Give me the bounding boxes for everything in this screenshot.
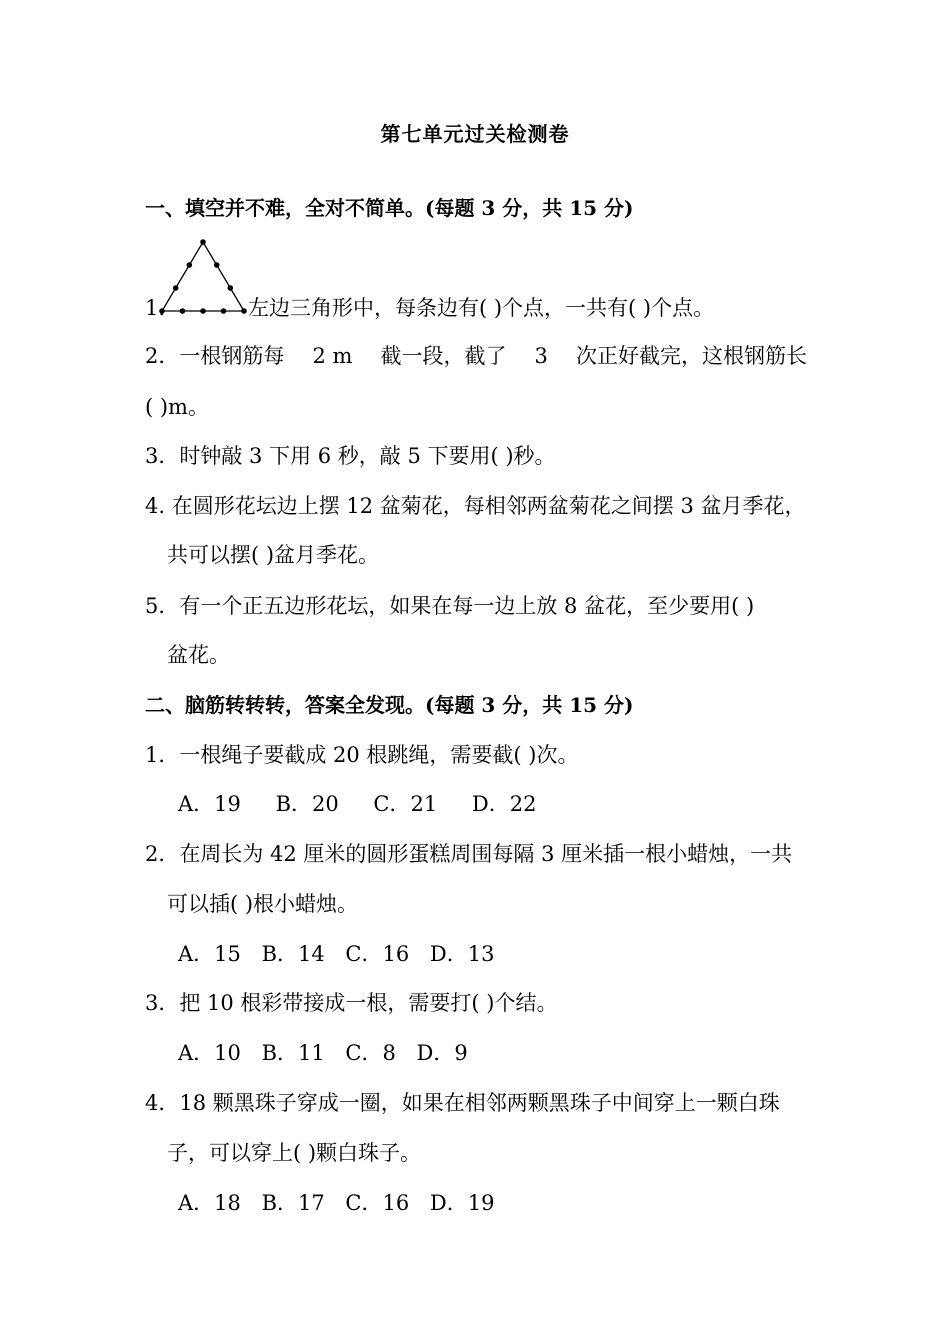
s1-q2-part: 2．一根钢筋每 bbox=[145, 344, 285, 368]
triangle-dot bbox=[228, 285, 234, 291]
s1-q2-line2: ( )m。 bbox=[145, 395, 209, 419]
option-b: B．17 bbox=[261, 1191, 325, 1215]
option-d: D．9 bbox=[416, 1041, 468, 1065]
option-a: A．19 bbox=[178, 792, 241, 816]
option-b: B．20 bbox=[275, 792, 339, 816]
option-c: C．21 bbox=[373, 792, 438, 816]
option-d: D．19 bbox=[429, 1191, 495, 1215]
page-title: 第七单元过关检测卷 bbox=[380, 122, 570, 146]
s2-q4-line2: 子，可以穿上( )颗白珠子。 bbox=[167, 1141, 422, 1165]
option-a: A．15 bbox=[178, 942, 241, 966]
triangle-dot bbox=[241, 308, 247, 314]
triangle-dot bbox=[214, 262, 220, 268]
s1-q2-part: 次正好截完，这根钢筋长 bbox=[575, 344, 807, 368]
s1-q1-number: 1. bbox=[145, 296, 166, 320]
s1-q2-part: 2 m bbox=[312, 344, 353, 368]
s2-q1-stem: 1．一根绳子要截成 20 根跳绳，需要截( )次。 bbox=[145, 743, 579, 767]
triangle-dot bbox=[187, 262, 193, 268]
s2-q3-stem: 3．把 10 根彩带接成一根，需要打( )个结。 bbox=[145, 991, 558, 1015]
triangle-dot bbox=[221, 308, 227, 314]
s1-q4-line2: 共可以摆( )盆月季花。 bbox=[167, 543, 380, 567]
section-2-heading: 二、脑筋转转转，答案全发现。(每题 3 分，共 15 分) bbox=[145, 693, 634, 717]
option-d: D．13 bbox=[429, 942, 495, 966]
s2-q3-options bbox=[178, 1039, 482, 1067]
s1-q4-line1: 4. 在圆形花坛边上摆 12 盆菊花，每相邻两盆菊花之间摆 3 盆月季花， bbox=[145, 494, 806, 518]
s2-q2-options bbox=[178, 940, 508, 968]
s2-q2-line1: 2．在周长为 42 厘米的圆形蛋糕周围每隔 3 厘米插一根小蜡烛，一共 bbox=[145, 842, 793, 866]
option-d: D．22 bbox=[471, 792, 537, 816]
option-b: B．11 bbox=[261, 1041, 325, 1065]
s2-q4-options bbox=[178, 1189, 508, 1217]
triangle-dot bbox=[173, 285, 179, 291]
s1-q2-line1 bbox=[145, 342, 807, 370]
s1-q5-line2: 盆花。 bbox=[167, 643, 230, 667]
option-c: C．16 bbox=[345, 942, 410, 966]
s1-q1-text: 左边三角形中，每条边有( )个点，一共有( )个点。 bbox=[248, 296, 715, 320]
s2-q1-options bbox=[178, 790, 564, 818]
option-c: C．8 bbox=[345, 1041, 396, 1065]
s1-q3: 3．时钟敲 3 下用 6 秒，敲 5 下要用( )秒。 bbox=[145, 444, 556, 468]
option-a: A．10 bbox=[178, 1041, 241, 1065]
s1-q2-part: 截一段，截了 bbox=[380, 344, 507, 368]
s1-q5-line1: 5．有一个正五边形花坛，如果在每一边上放 8 盆花，至少要用( ) bbox=[145, 594, 755, 618]
s2-q2-line2: 可以插( )根小蜡烛。 bbox=[167, 892, 359, 916]
triangle-dot bbox=[200, 308, 206, 314]
option-a: A．18 bbox=[178, 1191, 241, 1215]
option-c: C．16 bbox=[345, 1191, 410, 1215]
section-1-heading: 一、填空并不难，全对不简单。(每题 3 分，共 15 分) bbox=[145, 196, 634, 220]
s2-q4-line1: 4．18 颗黑珠子穿成一圈，如果在相邻两颗黑珠子中间穿上一颗白珠 bbox=[145, 1091, 780, 1115]
triangle-dot bbox=[200, 239, 206, 245]
option-b: B．14 bbox=[261, 942, 325, 966]
s1-q2-part: 3 bbox=[534, 344, 548, 368]
triangle-dot bbox=[180, 308, 186, 314]
